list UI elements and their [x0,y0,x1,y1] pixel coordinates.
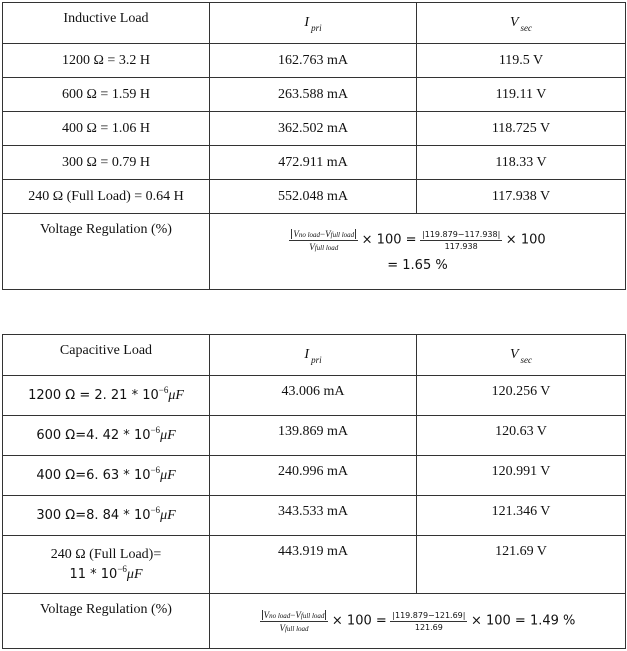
vsec-cell: 121.69 V [417,536,626,594]
ipri-cell: 443.919 mA [210,536,417,594]
load-cell: 300 Ω = 0.79 H [3,146,210,180]
load-cell: 600 Ω = 1.59 H [3,78,210,112]
voltage-regulation-label: Voltage Regulation (%) [3,594,210,649]
vsec-cell: 118.33 V [417,146,626,180]
table-row [3,456,626,496]
ipri-cell: 43.006 mA [210,376,417,416]
table-row [3,536,626,594]
voltage-regulation-label: Voltage Regulation (%) [3,214,210,290]
vsec-cell: 118.725 V [417,112,626,146]
vsec-cell: 119.11 V [417,78,626,112]
regulation-result: × 100 = 1.49 % [470,613,576,629]
ipri-cell: 362.502 mA [210,112,417,146]
load-cell: 240 Ω (Full Load) = 0.64 H [3,180,210,214]
ipri-cell: 240.996 mA [210,456,417,496]
load-cell: 1200 Ω = 2. $21 * 10^{-6}\mu F$ [3,376,210,416]
table-row [3,416,626,456]
table-row [3,496,626,536]
voltage-regulation-row [3,214,626,290]
regulation-fraction-symbolic: $\frac{\text{Vno load−Vfull load}}{\text{Vfull load}}$ [289,229,358,252]
load-cell: 400 Ω=6. $63 * 10^{-6}\mu F$ [3,456,210,496]
header-vsec: V $_{sec}$ [417,335,626,376]
vsec-cell: 120.256 V [417,376,626,416]
vsec-cell: 121.346 V [417,496,626,536]
table-row [3,146,626,180]
capacitive-load-table [2,334,626,649]
table-row [3,180,626,214]
load-cell: 300 Ω=8. $84 * 10^{-6}\mu F$ [3,496,210,536]
ipri-cell: 552.048 mA [210,180,417,214]
load-cell: 600 Ω=4. $42 * 10^{-6}\mu F$ [3,416,210,456]
header-ipri: I $_{pri}$ [210,3,417,44]
vsec-cell: 119.5 V [417,44,626,78]
voltage-regulation-formula: $\frac{\text{Vno load−Vfull load}}{\text{Vfull load}}$ × 100 = $\frac{|119.879-117.938|}{117.938}$ × 100 = 1.65 % [210,214,626,290]
vsec-cell: 120.63 V [417,416,626,456]
header-inductive-load: Inductive Load [3,3,210,44]
table-row [3,376,626,416]
inductive-load-table [2,2,626,290]
header-ipri: I $_{pri}$ [210,335,417,376]
ipri-cell: 139.869 mA [210,416,417,456]
table-row [3,112,626,146]
header-vsec: V $_{sec}$ [417,3,626,44]
load-cell: 400 Ω = 1.06 H [3,112,210,146]
load-cell: 1200 Ω = 3.2 H [3,44,210,78]
header-capacitive-load: Capacitive Load [3,335,210,376]
regulation-fraction-values: $\frac{|119.879-121.69|}{121.69}$ [392,610,466,632]
table-row [3,44,626,78]
ipri-cell: 263.588 mA [210,78,417,112]
voltage-regulation-formula: $\frac{\text{Vno load−Vfull load}}{\text{Vfull load}}$ × 100 = $\frac{|119.879-121.69|}{121.69}$ × 100 = 1.49 % [210,594,626,649]
regulation-fraction-symbolic: $\frac{\text{Vno load−Vfull load}}{\text{Vfull load}}$ [260,610,329,633]
vsec-cell: 117.938 V [417,180,626,214]
regulation-fraction-values: $\frac{|119.879-117.938|}{117.938}$ [422,230,501,251]
load-cell-full: 240 Ω (Full Load)= $11 * 10^{-6}\mu F$ [3,536,210,594]
ipri-cell: 162.763 mA [210,44,417,78]
voltage-regulation-row [3,594,626,649]
ipri-cell: 472.911 mA [210,146,417,180]
table-header-row [3,335,626,376]
table-row [3,78,626,112]
vsec-cell: 120.991 V [417,456,626,496]
ipri-cell: 343.533 mA [210,496,417,536]
table-header-row [3,3,626,44]
regulation-result: = 1.65 % [387,258,448,273]
